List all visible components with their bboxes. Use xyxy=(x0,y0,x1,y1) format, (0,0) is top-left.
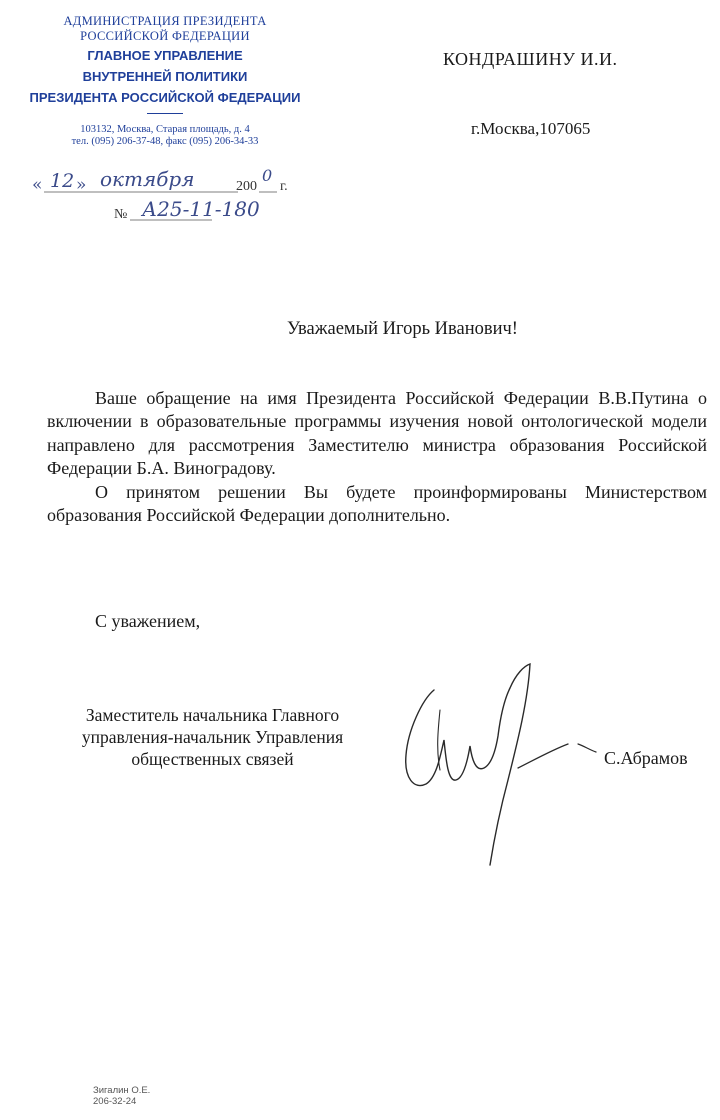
greeting: Уважаемый Игорь Иванович! xyxy=(287,319,518,339)
handwritten-signature xyxy=(400,660,600,870)
letterhead-admin-line: АДМИНИСТРАЦИЯ ПРЕЗИДЕНТА xyxy=(63,14,267,28)
date-year-suffix: 0 xyxy=(262,168,273,185)
number-value: А25-11-180 xyxy=(142,197,260,221)
letterhead-dept-line: ГЛАВНОЕ УПРАВЛЕНИЕ xyxy=(87,48,243,63)
letter-body xyxy=(47,387,707,527)
recipient-city: г.Москва,107065 xyxy=(471,119,591,138)
body-paragraph: Ваше обращение на имя Президента Российской Федерации В.В.Путина о включении в образовательные программы изучения новой онтологической модели направлено для рассмотрения Заместителю министра образования Российской Федерации Б.А. Виноградову. xyxy=(47,388,707,479)
quote-open: « xyxy=(32,175,43,195)
signer-title xyxy=(40,704,385,770)
date-year-prefix: 200 xyxy=(236,179,257,194)
registration-number xyxy=(112,196,312,224)
letterhead-dept-line: ПРЕЗИДЕНТА РОССИЙСКОЙ ФЕДЕРАЦИИ xyxy=(29,90,301,105)
quote-close: » xyxy=(76,175,87,195)
date-month: октября xyxy=(100,168,195,191)
closing: С уважением, xyxy=(95,611,201,631)
letterhead-address: 103132, Москва, Старая площадь, д. 4 xyxy=(80,124,250,135)
letterhead-admin-line: РОССИЙСКОЙ ФЕДЕРАЦИИ xyxy=(80,29,250,43)
letterhead-divider xyxy=(147,113,183,114)
letterhead-dept-line: ВНУТРЕННЕЙ ПОЛИТИКИ xyxy=(82,69,248,84)
executor-phone: 206-32-24 xyxy=(93,1096,137,1107)
body-paragraph: О принятом решении Вы будете проинформированы Министерством образования Российской Федерации дополнительно. xyxy=(47,481,707,526)
letterhead-phone: тел. (095) 206-37-48, факс (095) 206-34-33 xyxy=(71,136,259,147)
recipient-name: КОНДРАШИНУ И.И. xyxy=(443,49,618,69)
letterhead xyxy=(10,14,320,148)
signer-title-line: общественных связей xyxy=(131,749,294,769)
date-day: 12 xyxy=(50,170,75,192)
signer-title-line: управления-начальник Управления xyxy=(81,727,344,747)
signer-title-line: Заместитель начальника Главного xyxy=(85,705,340,725)
executor-name: Зигалин О.Е. xyxy=(93,1085,151,1096)
number-label: № xyxy=(114,207,128,222)
signer-name: С.Абрамов xyxy=(604,748,688,768)
executor-info xyxy=(93,1085,150,1107)
registration-date xyxy=(30,168,300,198)
year-unit: г. xyxy=(280,179,288,194)
